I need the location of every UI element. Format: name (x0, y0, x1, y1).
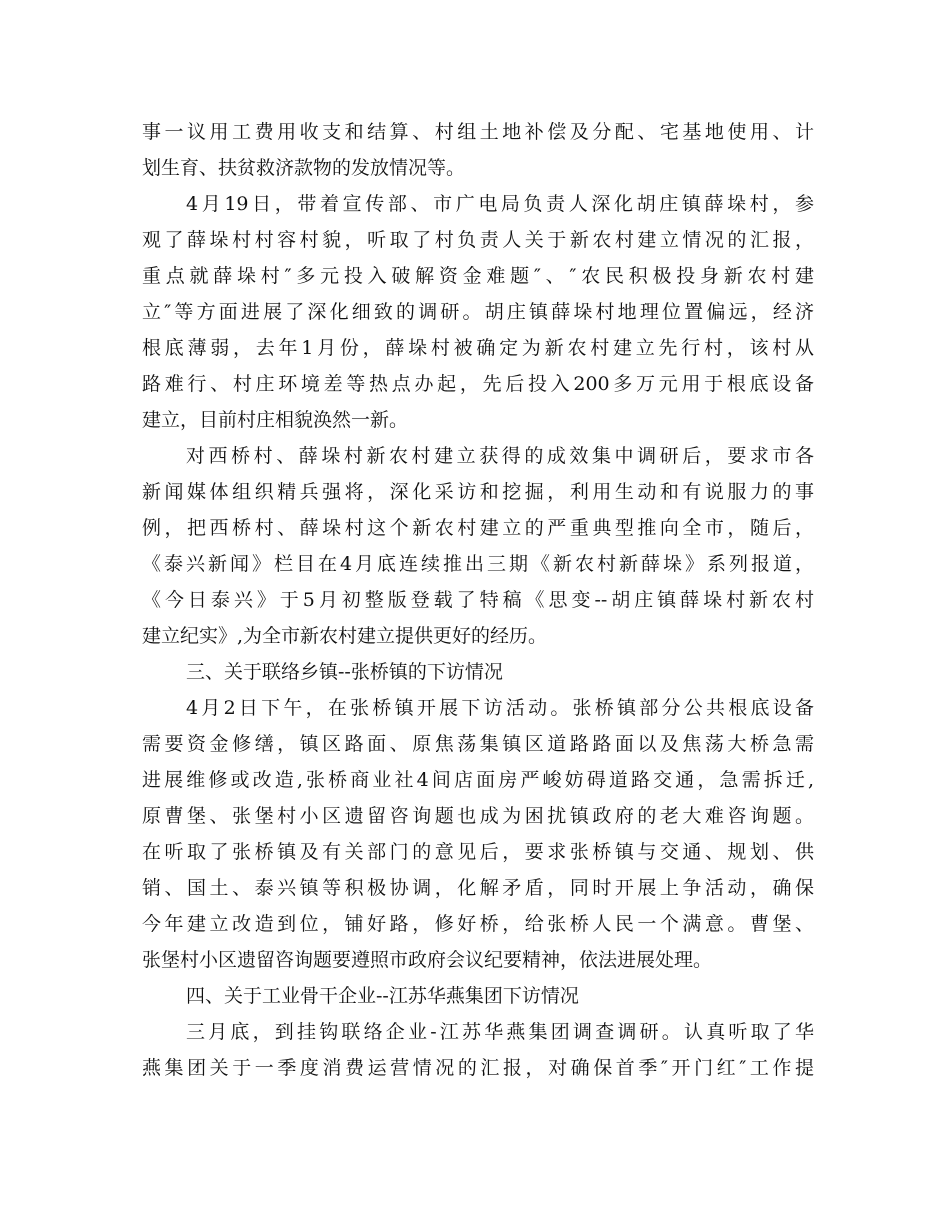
paragraph-xueduo-visit (142, 186, 814, 438)
text-line: 4月2日下午，在张桥镇开展下访活动。张桥镇部分公共根底设备 (186, 697, 814, 719)
section-heading-3 (142, 654, 814, 690)
text-line: 观了薛垛村村容村貌，听取了村负责人关于新农村建立情况的汇报， (142, 229, 814, 251)
text-line: 路难行、村庄环境差等热点办起，先后投入200多万元用于根底设备 (142, 373, 814, 395)
text-line: 今年建立改造到位，铺好路，修好桥，给张桥人民一个满意。曹堡、 (142, 913, 814, 935)
text-line: 三月底，到挂钩联络企业-江苏华燕集团调查调研。认真听取了华 (186, 1021, 814, 1043)
text-line: 例，把西桥村、薛垛村这个新农村建立的严重典型推向全市，随后， (142, 517, 814, 539)
text-line: 划生育、扶贫救济款物的发放情况等。 (142, 157, 466, 179)
text-line: 需要资金修缮，镇区路面、原焦荡集镇区道路路面以及焦荡大桥急需 (142, 733, 814, 755)
text-line: 4月19日，带着宣传部、市广电局负责人深化胡庄镇薛垛村，参 (186, 193, 814, 215)
text-line: 原曹堡、张堡村小区遗留咨询题也成为困扰镇政府的老大难咨询题。 (142, 805, 814, 827)
text-line: 新闻媒体组织精兵强将，深化采访和挖掘，利用生动和有说服力的事 (142, 481, 814, 503)
text-line: 《今日泰兴》于5月初整版登载了特稿《思变--胡庄镇薛垛村新农村 (142, 589, 814, 611)
text-line: 销、国土、泰兴镇等积极协调，化解矛盾，同时开展上争活动，确保 (142, 877, 814, 899)
paragraph-continuation (142, 114, 814, 186)
text-line: 《泰兴新闻》栏目在4月底连续推出三期《新农村新薛垛》系列报道， (142, 553, 814, 575)
text-line: 根底薄弱，去年1月份，薛垛村被确定为新农村建立先行村，该村从 (142, 337, 814, 359)
paragraph-media-report (142, 438, 814, 654)
paragraph-huayan-visit (142, 1014, 814, 1086)
text-line: 张堡村小区遗留咨询题要遵照市政府会议纪要精神，依法进展处理。 (142, 949, 713, 971)
paragraph-zhangqiao-visit (142, 690, 814, 978)
heading-text: 四、关于工业骨干企业--江苏华燕集团下访情况 (186, 985, 579, 1007)
text-line: 事一议用工费用收支和结算、村组土地补偿及分配、宅基地使用、计 (142, 121, 814, 143)
heading-text: 三、关于联络乡镇--张桥镇的下访情况 (186, 661, 503, 683)
text-line: 建立纪实》,为全市新农村建立提供更好的经历。 (142, 625, 548, 647)
text-line: 重点就薛垛村″多元投入破解资金难题″、″农民积极投身新农村建 (142, 265, 814, 287)
text-line: 对西桥村、薛垛村新农村建立获得的成效集中调研后，要求市各 (186, 445, 814, 467)
document-page (142, 114, 814, 1086)
section-heading-4 (142, 978, 814, 1014)
text-line: 在听取了张桥镇及有关部门的意见后，要求张桥镇与交通、规划、供 (142, 841, 814, 863)
text-line: 立″等方面进展了深化细致的调研。胡庄镇薛垛村地理位置偏远，经济 (142, 301, 814, 323)
text-line: 进展维修或改造,张桥商业社4间店面房严峻妨碍道路交通，急需拆迁, (142, 769, 814, 791)
text-line: 燕集团关于一季度消费运营情况的汇报，对确保首季″开门红″工作提 (142, 1057, 814, 1079)
text-line: 建立，目前村庄相貌涣然一新。 (142, 409, 409, 431)
